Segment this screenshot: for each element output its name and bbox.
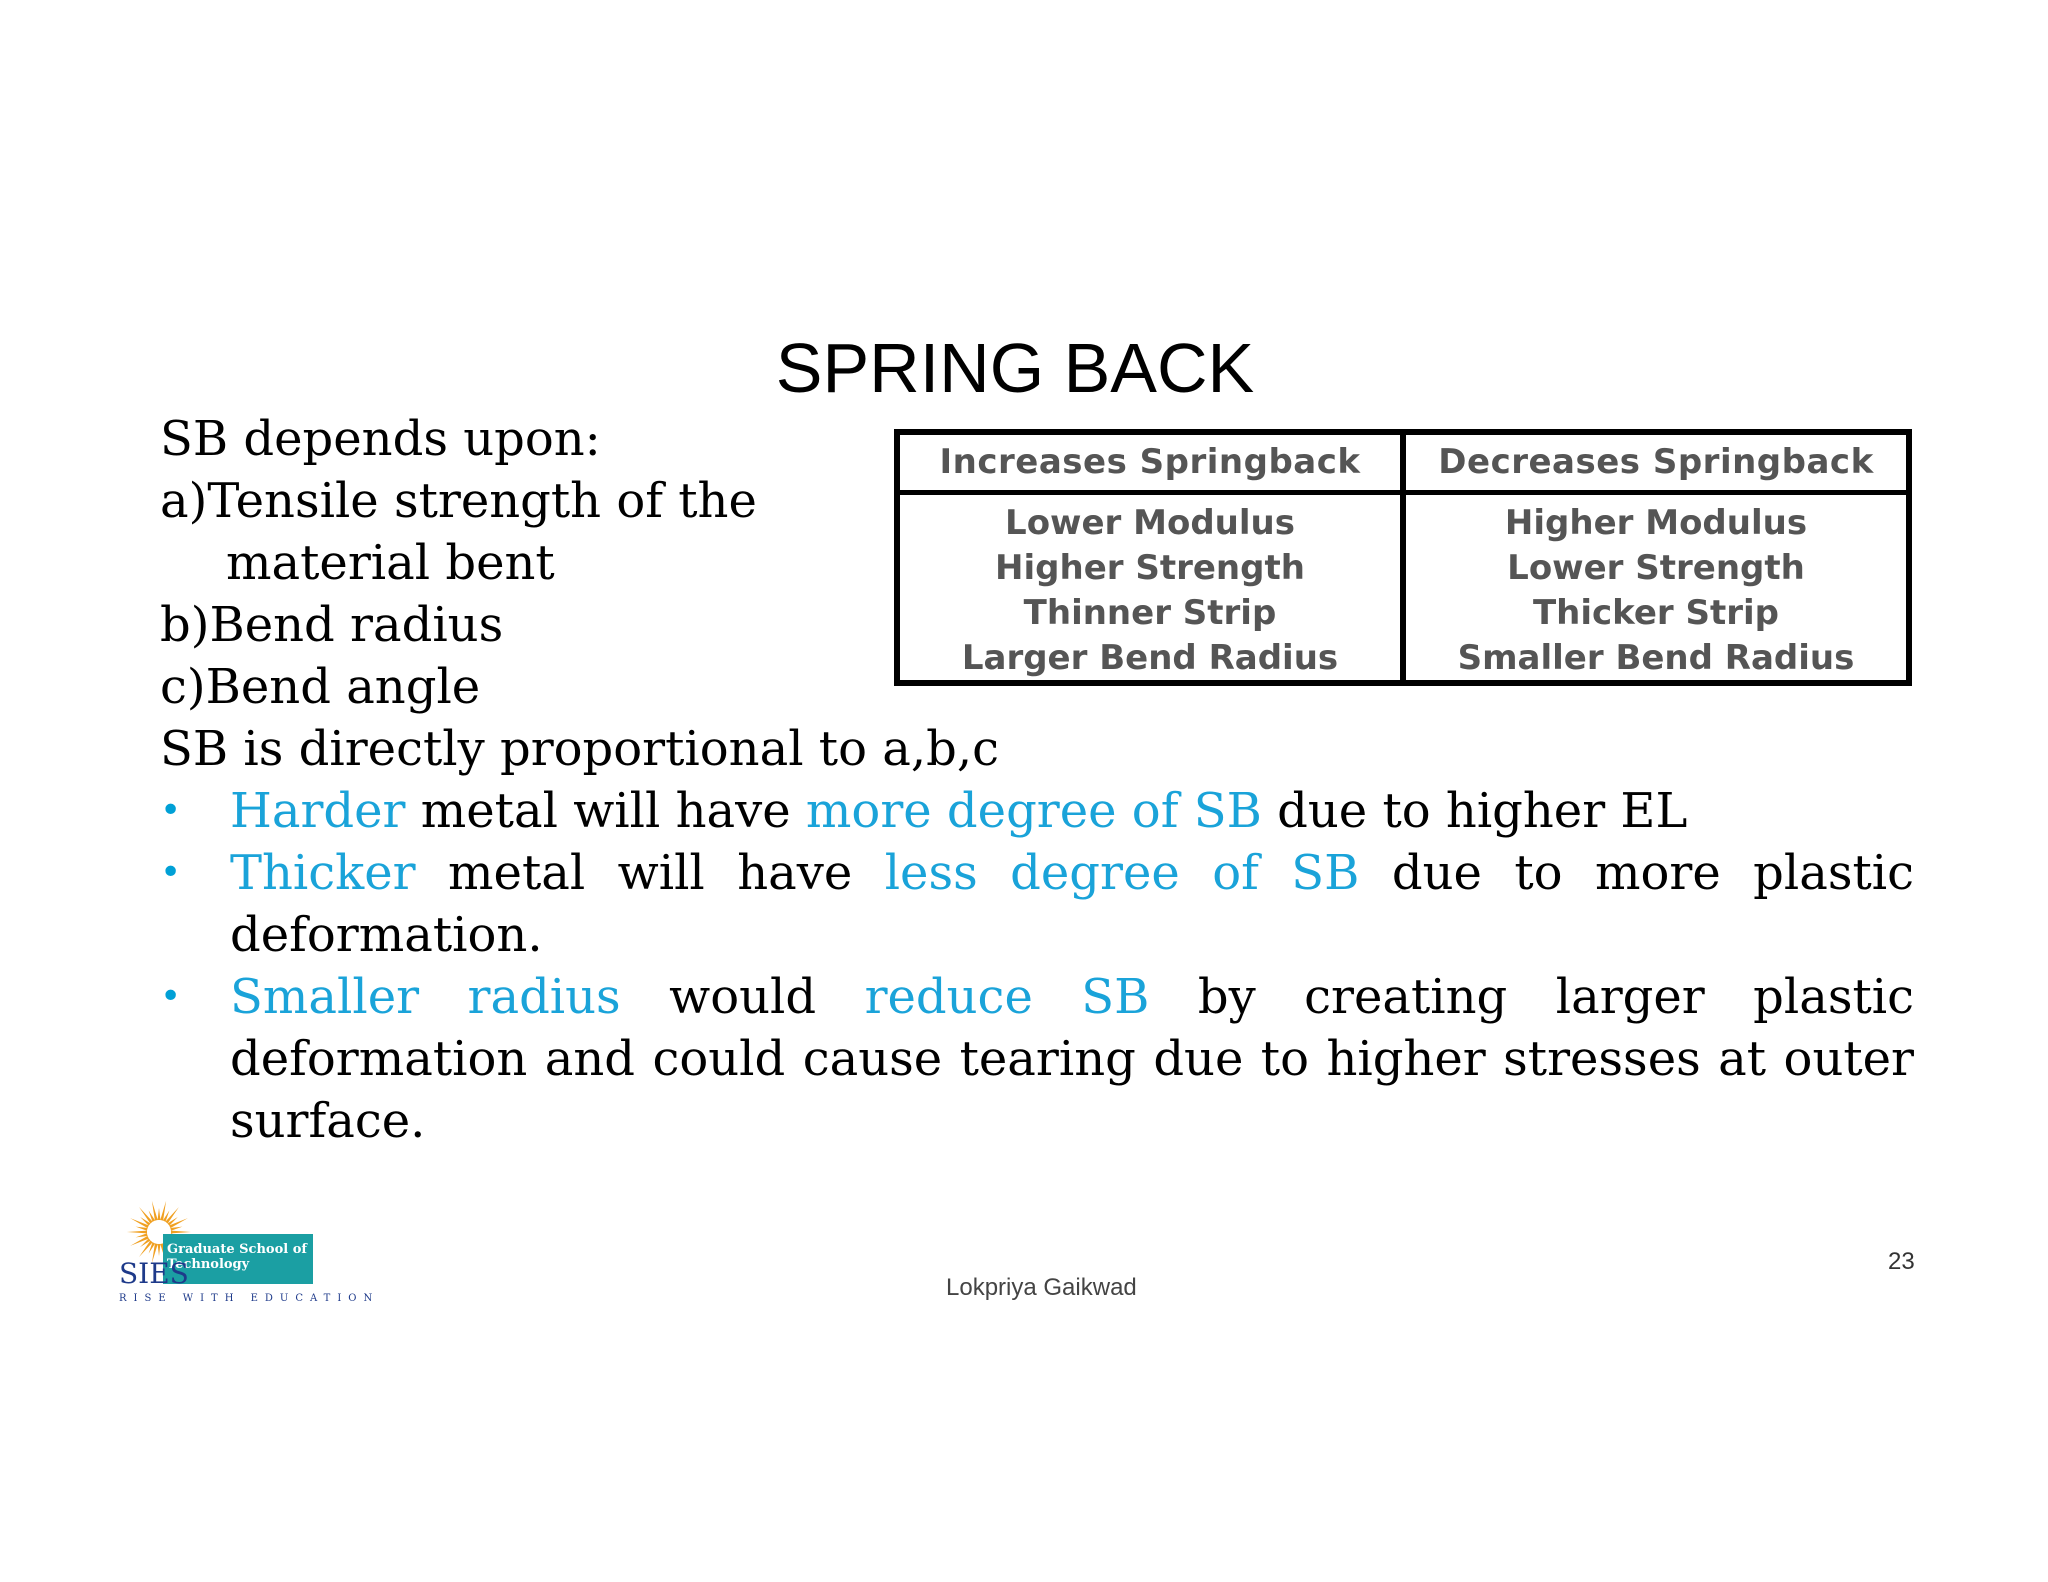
logo-box-text-2: Technology — [167, 1257, 250, 1272]
intro-line: b)Bend radius — [160, 597, 504, 653]
logo-name: SIES — [119, 1257, 189, 1290]
logo-box-text-1: Graduate School of — [167, 1242, 307, 1257]
table-cell: Higher Strength — [995, 548, 1305, 588]
sun-ray — [158, 1244, 161, 1256]
table-cell: Thicker Strip — [1532, 593, 1780, 633]
intro-text — [160, 408, 999, 780]
sun-ray — [136, 1233, 148, 1237]
table-cell: Lower Modulus — [1005, 503, 1295, 543]
highlight-text: Smaller radius — [230, 969, 621, 1025]
table-column-decreases — [1400, 435, 1906, 680]
table-cell: Larger Bend Radius — [961, 638, 1339, 678]
sun-ray — [171, 1231, 191, 1234]
sun-ray — [158, 1208, 161, 1220]
bullet-text: by creating larger plastic deformation and could cause tearing due to higher stresses at outer surface. — [230, 969, 1914, 1149]
table-header: Increases Springback — [900, 435, 1400, 495]
highlight-text: Thicker — [230, 845, 416, 901]
bullet-text: due to higher EL — [1261, 783, 1688, 839]
highlight-text: more degree of SB — [805, 783, 1262, 839]
bullet-list — [160, 780, 1914, 1152]
list-item — [160, 966, 1914, 1152]
slide-title: SPRING BACK — [775, 329, 1255, 407]
intro-line: SB depends upon: — [160, 411, 601, 467]
bullet-text: due to more plastic deformation. — [230, 845, 1915, 963]
bullet-icon: • — [160, 976, 182, 1017]
table-header: Decreases Springback — [1406, 435, 1906, 495]
list-item — [160, 780, 1914, 842]
intro-line: a)Tensile strength of the — [160, 473, 757, 529]
bullet-text: would — [620, 969, 865, 1025]
intro-line: c)Bend angle — [160, 659, 481, 715]
table-cell: Smaller Bend Radius — [1457, 638, 1855, 678]
list-item — [160, 842, 1914, 966]
page-number: 23 — [1888, 1248, 1915, 1275]
springback-table — [894, 429, 1912, 686]
highlight-text: Harder — [230, 783, 406, 839]
sun-ray — [169, 1218, 188, 1228]
table-cell: Lower Strength — [1507, 548, 1805, 588]
bullet-text: metal will have — [415, 845, 885, 901]
author-name: Lokpriya Gaikwad — [946, 1274, 1137, 1301]
intro-line: material bent — [226, 535, 555, 591]
sun-ray — [170, 1227, 182, 1231]
highlight-text: reduce SB — [864, 969, 1150, 1025]
table-cell: Thinner Strip — [1023, 593, 1277, 633]
bullet-icon: • — [160, 790, 182, 831]
table-cell: Higher Modulus — [1504, 503, 1808, 543]
bullet-icon: • — [160, 852, 182, 893]
highlight-text: less degree of SB — [884, 845, 1360, 901]
logo-tagline: RISE WITH EDUCATION — [119, 1293, 380, 1304]
sun-ray — [130, 1218, 149, 1228]
sun-ray — [136, 1227, 148, 1231]
intro-line: SB is directly proportional to a,b,c — [160, 721, 999, 777]
bullet-text: metal will have — [405, 783, 806, 839]
sun-ray — [127, 1231, 147, 1234]
sies-logo — [117, 1198, 397, 1308]
sun-ray — [130, 1236, 149, 1246]
table-column-increases — [900, 435, 1400, 680]
